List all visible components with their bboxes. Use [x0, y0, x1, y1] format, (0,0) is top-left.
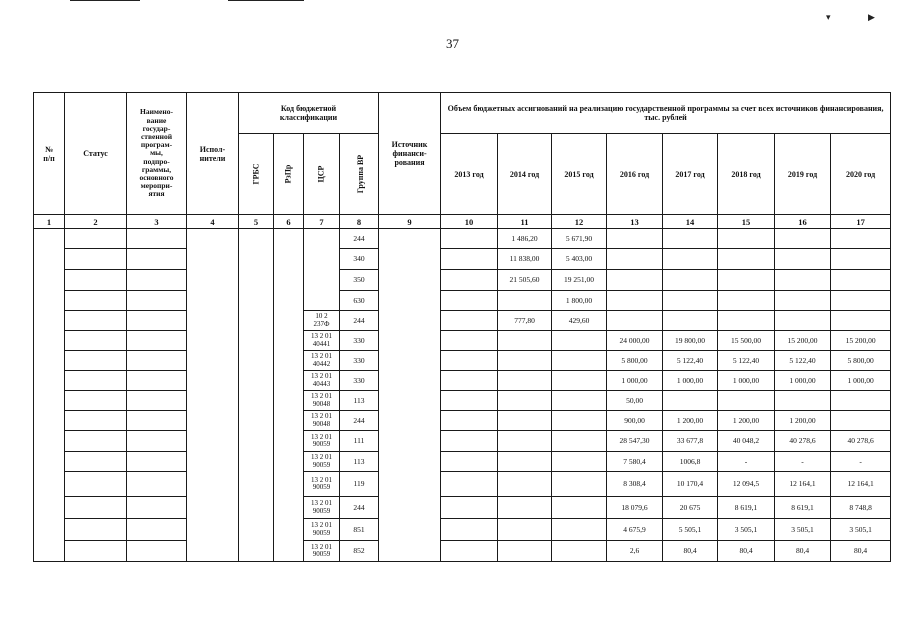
cell-value: 1 200,00 — [663, 411, 718, 431]
cell-vr: 330 — [340, 371, 379, 391]
cell-name — [127, 541, 187, 562]
cell-value — [441, 411, 498, 431]
cell-value: 8 619,1 — [775, 497, 831, 519]
cell-value — [441, 311, 498, 331]
header-status: Статус — [65, 93, 127, 215]
table-row — [34, 431, 891, 452]
cell-value: 19 251,00 — [552, 270, 607, 291]
cell-csr: 13 2 01 90059 — [304, 541, 340, 562]
cell-value: 19 800,00 — [663, 331, 718, 351]
cell-name — [127, 270, 187, 291]
column-number-row — [34, 215, 891, 229]
cell-name — [127, 371, 187, 391]
cell-value — [498, 519, 552, 541]
cell-value — [498, 391, 552, 411]
cell-csr: 13 2 01 90059 — [304, 497, 340, 519]
cell-value — [441, 331, 498, 351]
cell-value — [498, 452, 552, 472]
column-number: 13 — [607, 215, 663, 229]
cell-value — [775, 391, 831, 411]
cell-value: 5 122,40 — [775, 351, 831, 371]
cell-value — [552, 371, 607, 391]
header-year-2020: 2020 год — [831, 134, 891, 215]
cell-name — [127, 497, 187, 519]
cell-vr: 113 — [340, 391, 379, 411]
cell-name — [127, 472, 187, 497]
cell-value — [663, 249, 718, 270]
cell-status — [65, 472, 127, 497]
cell-status — [65, 371, 127, 391]
cell-value — [831, 270, 891, 291]
cell-value: 15 200,00 — [831, 331, 891, 351]
cell-value: 1006,8 — [663, 452, 718, 472]
cell-status — [65, 541, 127, 562]
cell-value: 5 800,00 — [607, 351, 663, 371]
cell-status — [65, 519, 127, 541]
cell-value: 1 486,20 — [498, 229, 552, 249]
cell-value — [607, 229, 663, 249]
cell-name — [127, 391, 187, 411]
cell-name — [127, 411, 187, 431]
cell-value: 28 547,30 — [607, 431, 663, 452]
cell-value: 429,60 — [552, 311, 607, 331]
cell-csr: 13 2 01 40443 — [304, 371, 340, 391]
cell-value: 8 748,8 — [831, 497, 891, 519]
cell-value: 80,4 — [831, 541, 891, 562]
cell-name — [127, 291, 187, 311]
cell-value — [663, 391, 718, 411]
header-year-2019: 2019 год — [775, 134, 831, 215]
cell-value: 1 200,00 — [775, 411, 831, 431]
page-number: 37 — [446, 36, 459, 51]
cell-value: 4 675,9 — [607, 519, 663, 541]
cell-value — [718, 229, 775, 249]
column-number: 17 — [831, 215, 891, 229]
cell-value: 1 000,00 — [663, 371, 718, 391]
cell-value: 12 164,1 — [831, 472, 891, 497]
header-year-2017: 2017 год — [663, 134, 718, 215]
header-executors: Испол- нители — [187, 93, 239, 215]
cell-status — [65, 497, 127, 519]
cell-value — [775, 270, 831, 291]
cell-value: 40 278,6 — [831, 431, 891, 452]
cell-name — [127, 351, 187, 371]
cell-vr: 350 — [340, 270, 379, 291]
header-row-1 — [34, 93, 891, 134]
cell-value: 33 677,8 — [663, 431, 718, 452]
cell-vr: 851 — [340, 519, 379, 541]
cell-value: 5 122,40 — [663, 351, 718, 371]
cell-name — [127, 519, 187, 541]
header-rzpr: РзПр — [274, 134, 304, 215]
cell-value — [552, 331, 607, 351]
cell-executors — [187, 229, 239, 562]
cell-csr: 13 2 01 90048 — [304, 391, 340, 411]
table-row — [34, 351, 891, 371]
table-row — [34, 331, 891, 351]
cell-name — [127, 331, 187, 351]
cell-value — [498, 497, 552, 519]
cell-value — [552, 519, 607, 541]
cell-value: 1 800,00 — [552, 291, 607, 311]
table-row — [34, 472, 891, 497]
cell-value — [607, 291, 663, 311]
cell-value: - — [775, 452, 831, 472]
cell-value — [552, 497, 607, 519]
cell-status — [65, 249, 127, 270]
table-row — [34, 411, 891, 431]
cell-csr: 13 2 01 90059 — [304, 431, 340, 452]
column-number: 4 — [187, 215, 239, 229]
cell-name — [127, 229, 187, 249]
cell-value: 5 122,40 — [718, 351, 775, 371]
cell-value — [552, 472, 607, 497]
cell-value: 3 505,1 — [831, 519, 891, 541]
cell-value — [607, 311, 663, 331]
cell-value: 5 505,1 — [663, 519, 718, 541]
column-number: 7 — [304, 215, 340, 229]
cell-status — [65, 270, 127, 291]
cell-value: 15 200,00 — [775, 331, 831, 351]
cell-value — [441, 249, 498, 270]
cell-value: 3 505,1 — [718, 519, 775, 541]
cell-value — [498, 431, 552, 452]
cell-name — [127, 452, 187, 472]
cell-value — [663, 311, 718, 331]
header-year-2015: 2015 год — [552, 134, 607, 215]
table-row — [34, 519, 891, 541]
cell-vr: 330 — [340, 331, 379, 351]
cell-value — [831, 411, 891, 431]
table-row — [34, 291, 891, 311]
cell-vr: 244 — [340, 411, 379, 431]
cell-value — [775, 291, 831, 311]
cell-status — [65, 229, 127, 249]
cell-value: 15 500,00 — [718, 331, 775, 351]
cell-status — [65, 351, 127, 371]
cell-name — [127, 311, 187, 331]
cell-value — [441, 291, 498, 311]
cell-value: 12 164,1 — [775, 472, 831, 497]
cell-value — [775, 311, 831, 331]
header-volume: Объем бюджетных ассигнований на реализацию государственной программы за счет всех источников финансирования, тыс. рублей — [441, 93, 891, 134]
cell-value: 7 580,4 — [607, 452, 663, 472]
cell-value: 10 170,4 — [663, 472, 718, 497]
cell-value: 900,00 — [607, 411, 663, 431]
budget-table — [33, 92, 891, 562]
column-number: 9 — [379, 215, 441, 229]
cell-value — [441, 270, 498, 291]
cell-value: 5 800,00 — [831, 351, 891, 371]
cell-value — [552, 391, 607, 411]
cell-value — [498, 371, 552, 391]
header-source: Источник финанси- рования — [379, 93, 441, 215]
cell-value: 1 000,00 — [718, 371, 775, 391]
cell-status — [65, 452, 127, 472]
cell-value — [775, 249, 831, 270]
cell-value: 40 048,2 — [718, 431, 775, 452]
header-year-2016: 2016 год — [607, 134, 663, 215]
cell-value — [498, 331, 552, 351]
cell-value — [663, 291, 718, 311]
cell-csr: 13 2 01 90059 — [304, 452, 340, 472]
cell-value: - — [718, 452, 775, 472]
cell-value: 8 619,1 — [718, 497, 775, 519]
cell-csr: 13 2 01 40442 — [304, 351, 340, 371]
cell-value: 2,6 — [607, 541, 663, 562]
cell-vr: 244 — [340, 497, 379, 519]
header-grbs: ГРБС — [239, 134, 274, 215]
cell-value: 8 308,4 — [607, 472, 663, 497]
cell-value — [441, 497, 498, 519]
cell-grbs — [239, 229, 274, 562]
cell-value: 1 200,00 — [718, 411, 775, 431]
cell-num — [34, 229, 65, 562]
header-vr: Группа ВР — [340, 134, 379, 215]
header-csr: ЦСР — [304, 134, 340, 215]
header-rule-left — [70, 0, 140, 1]
cell-vr: 119 — [340, 472, 379, 497]
cell-value — [831, 291, 891, 311]
column-number: 14 — [663, 215, 718, 229]
cell-value — [441, 371, 498, 391]
column-number: 5 — [239, 215, 274, 229]
cell-value — [718, 391, 775, 411]
cell-value: 18 079,6 — [607, 497, 663, 519]
cell-value: 24 000,00 — [607, 331, 663, 351]
cell-value — [552, 411, 607, 431]
cell-value: 80,4 — [775, 541, 831, 562]
cell-value: 50,00 — [607, 391, 663, 411]
table-row — [34, 311, 891, 331]
column-number: 2 — [65, 215, 127, 229]
column-number: 6 — [274, 215, 304, 229]
table-row — [34, 229, 891, 249]
cell-value — [831, 311, 891, 331]
cell-value: 40 278,6 — [775, 431, 831, 452]
corner-mark-1: ▾ — [826, 12, 831, 22]
cell-value — [718, 249, 775, 270]
cell-value — [441, 391, 498, 411]
cell-value — [831, 229, 891, 249]
table-row — [34, 452, 891, 472]
cell-value: 21 505,60 — [498, 270, 552, 291]
cell-value — [831, 249, 891, 270]
cell-rzpr — [274, 229, 304, 562]
cell-status — [65, 311, 127, 331]
table-row — [34, 371, 891, 391]
cell-value — [607, 249, 663, 270]
cell-value: 80,4 — [663, 541, 718, 562]
column-number: 11 — [498, 215, 552, 229]
cell-value: 1 000,00 — [831, 371, 891, 391]
cell-value: - — [831, 452, 891, 472]
cell-csr: 13 2 01 90048 — [304, 411, 340, 431]
cell-value — [552, 431, 607, 452]
cell-value — [441, 472, 498, 497]
cell-value — [498, 291, 552, 311]
cell-value: 12 094,5 — [718, 472, 775, 497]
column-number: 10 — [441, 215, 498, 229]
cell-vr: 244 — [340, 311, 379, 331]
cell-value: 20 675 — [663, 497, 718, 519]
table-row — [34, 249, 891, 270]
header-rule-right — [228, 0, 304, 1]
cell-value — [498, 472, 552, 497]
cell-status — [65, 291, 127, 311]
header-year-2013: 2013 год — [441, 134, 498, 215]
cell-value — [441, 229, 498, 249]
column-number: 15 — [718, 215, 775, 229]
cell-csr — [304, 229, 340, 311]
cell-value — [718, 270, 775, 291]
header-budget-code: Код бюджетной классификации — [239, 93, 379, 134]
cell-value — [441, 431, 498, 452]
cell-status — [65, 431, 127, 452]
cell-value: 5 403,00 — [552, 249, 607, 270]
header-name: Наимено- вание государ- ственной програм- мы, подпро- граммы, основного меропри- ятия — [127, 93, 187, 215]
cell-value — [498, 351, 552, 371]
cell-vr: 330 — [340, 351, 379, 371]
cell-value — [552, 541, 607, 562]
cell-status — [65, 411, 127, 431]
cell-value — [663, 229, 718, 249]
cell-value — [441, 351, 498, 371]
cell-name — [127, 431, 187, 452]
cell-vr: 244 — [340, 229, 379, 249]
cell-value: 80,4 — [718, 541, 775, 562]
cell-value — [718, 291, 775, 311]
column-number: 8 — [340, 215, 379, 229]
cell-value — [831, 391, 891, 411]
cell-value — [441, 519, 498, 541]
cell-value — [498, 411, 552, 431]
cell-vr: 630 — [340, 291, 379, 311]
cell-status — [65, 391, 127, 411]
cell-vr: 340 — [340, 249, 379, 270]
cell-vr: 113 — [340, 452, 379, 472]
table-row — [34, 497, 891, 519]
column-number: 3 — [127, 215, 187, 229]
cell-value — [498, 541, 552, 562]
column-number: 1 — [34, 215, 65, 229]
header-year-2014: 2014 год — [498, 134, 552, 215]
cell-value: 5 671,90 — [552, 229, 607, 249]
cell-value: 1 000,00 — [775, 371, 831, 391]
header-year-2018: 2018 год — [718, 134, 775, 215]
cell-value — [663, 270, 718, 291]
cell-value: 1 000,00 — [607, 371, 663, 391]
header-num: № п/п — [34, 93, 65, 215]
cell-value — [552, 351, 607, 371]
cell-vr: 111 — [340, 431, 379, 452]
cell-csr: 13 2 01 90059 — [304, 472, 340, 497]
cell-name — [127, 249, 187, 270]
corner-mark-2: ▶ — [868, 12, 875, 22]
cell-status — [65, 331, 127, 351]
cell-source — [379, 229, 441, 562]
column-number: 12 — [552, 215, 607, 229]
cell-value — [775, 229, 831, 249]
table-row — [34, 391, 891, 411]
cell-value — [552, 452, 607, 472]
cell-csr: 10 2 237Ф — [304, 311, 340, 331]
column-number: 16 — [775, 215, 831, 229]
cell-csr: 13 2 01 90059 — [304, 519, 340, 541]
cell-value — [441, 541, 498, 562]
cell-value — [441, 452, 498, 472]
cell-csr: 13 2 01 40441 — [304, 331, 340, 351]
cell-value: 11 838,00 — [498, 249, 552, 270]
cell-value — [718, 311, 775, 331]
table-row — [34, 270, 891, 291]
cell-value — [607, 270, 663, 291]
cell-value: 3 505,1 — [775, 519, 831, 541]
cell-vr: 852 — [340, 541, 379, 562]
table-row — [34, 541, 891, 562]
cell-value: 777,80 — [498, 311, 552, 331]
